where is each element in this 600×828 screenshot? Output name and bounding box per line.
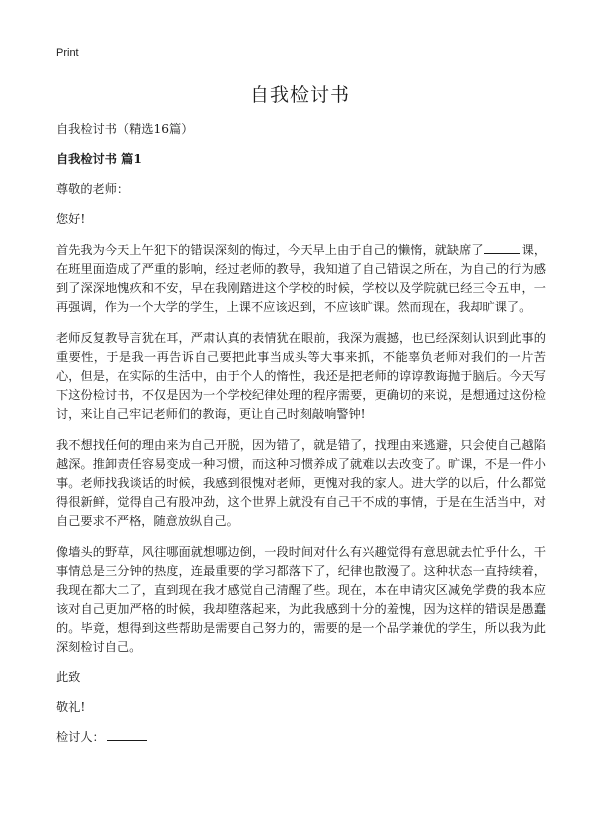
print-link[interactable]: Print	[56, 47, 79, 59]
regards-line: 敬礼!	[56, 700, 86, 714]
greeting: 您好!	[56, 212, 86, 226]
signature-line	[56, 728, 546, 747]
salutation: 尊敬的老师：	[56, 182, 130, 196]
paragraph-4: 像墙头的野草，风往哪面就想哪边倒，一段时间对什么有兴趣觉得有意思就去忙乎什么，干事情总是三分钟的热度，连最重要的学习都落下了，纪律也散漫了。这种状态一直持续着，我现在都大二了，直到现在我才感觉自己清醒了些。现在，本在申请灾区减免学费的我本应该对自己更加严格的时候，我却堕落起来，为此我感到十分的羞愧，因为这样的错误是愚蠢的。毕竟，想得到这些帮助是需要自己努力的，需要的是一个品学兼优的学生，所以我为此深刻检讨自己。	[56, 545, 546, 654]
signature-label: 检讨人：	[56, 730, 105, 744]
signature-blank-line	[107, 728, 147, 741]
paragraph-1-text-after-blank: 课，在班里面造成了严重的影响，经过老师的教导，我知道了自己错误之所在，为自己的行为感到了深深地愧疚和不安，早在我刚踏进这个学校的时候，学校以及学院就已经三令五申，一再强调，作为一个大学的学生，上课不应该迟到，不应该旷课。然而现在，我却旷课了。	[56, 243, 547, 314]
course-blank-line	[484, 241, 520, 254]
document-subtitle: 自我检讨书（精选16篇）	[56, 122, 194, 136]
document-body	[56, 120, 546, 747]
paragraph-3: 我不想找任何的理由来为自己开脱，因为错了，就是错了，找理由来逃避，只会使自己越陷越深。推卸责任容易变成一种习惯，而这种习惯养成了就难以去改变了。旷课，不是一件小事。老师找我谈话的时候，我感到很愧对老师，更愧对我的家人。进大学的以后，什么都觉得很新鲜，觉得自己有股冲劲，这个世界上就没有自己干不成的事情，于是在生活当中，对自己要求不严格，随意放纵自己。	[56, 438, 546, 528]
closing-line: 此致	[56, 670, 81, 684]
section-heading: 自我检讨书 篇1	[56, 152, 142, 166]
paragraph-1-text-before-blank: 首先我为今天上午犯下的错误深刻的悔过，今天早上由于自己的懒惰，就缺席了	[56, 243, 484, 257]
paragraph-2: 老师反复教导言犹在耳，严肃认真的表情犹在眼前，我深为震撼，也已经深刻认识到此事的重要性，于是我一再告诉自己要把此事当成头等大事来抓，不能辜负老师对我们的一片苦心，但是，在实际的生活中，由于个人的惰性，我还是把老师的谆谆教诲抛于脑后。今天写下这份检讨书，不仅是因为一个学校纪律处理的程序需要，更确切的来说，是想通过这份检讨，来让自己牢记老师们的教诲，更让自己时刻敲响警钟!	[56, 331, 546, 421]
document-title: 自我检讨书	[249, 84, 350, 106]
paragraph-1	[56, 241, 546, 317]
